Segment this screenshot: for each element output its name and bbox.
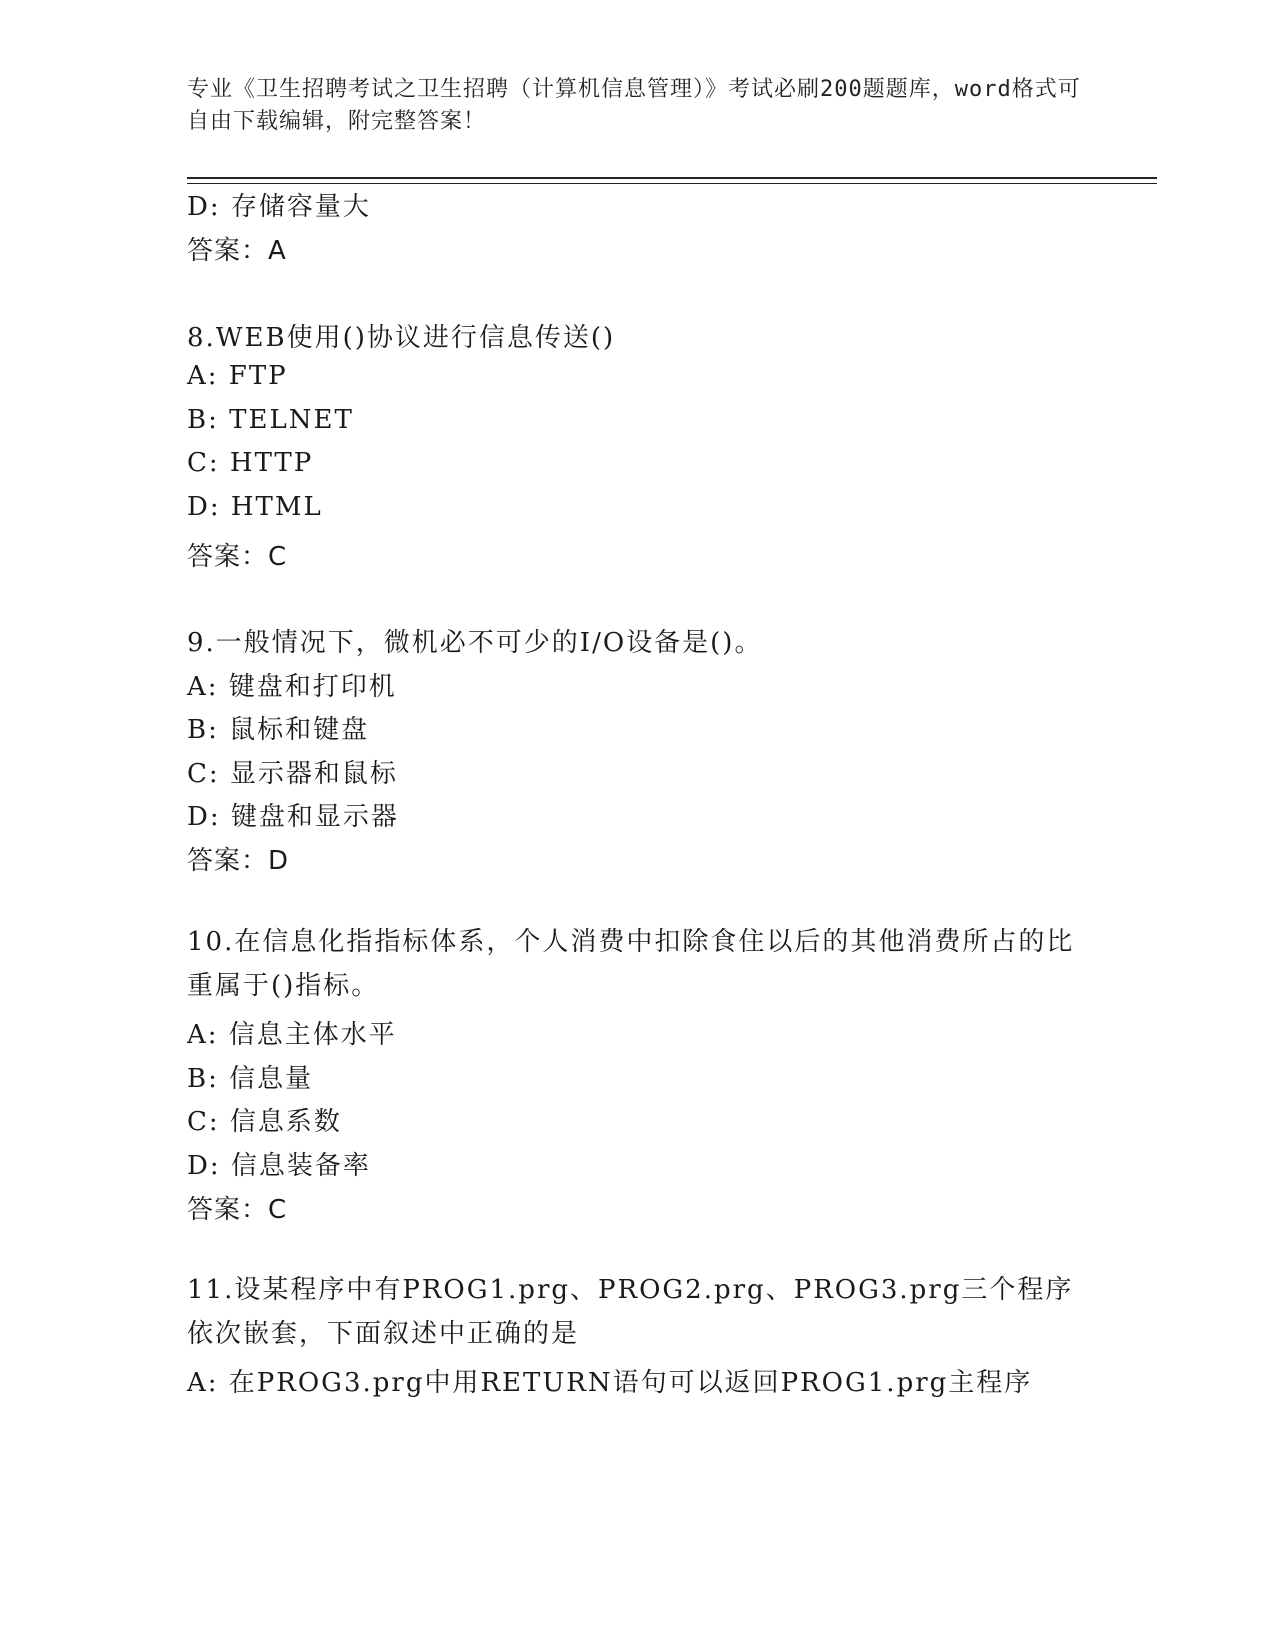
q10-stem: 10.在信息化指指标体系，个人消费中扣除食住以后的其他消费所占的比重属于()指标。 (187, 927, 1075, 1001)
q8-option-d: D: HTML (187, 492, 323, 522)
q9-answer: 答案：D (187, 846, 290, 876)
prev-option-d: D: 存储容量大 (187, 192, 371, 222)
q11-option-a: A: 在PROG3.prg中用RETURN语句可以返回PROG1.prg主程序 (187, 1368, 1033, 1398)
page-header: 专业《卫生招聘考试之卫生招聘（计算机信息管理）》考试必刷200题题库，word格式可自由下载编辑，附完整答案！ (187, 77, 1081, 134)
prev-answer: 答案：A (187, 236, 287, 266)
header-rule-thin (187, 183, 1157, 184)
q9-stem: 9.一般情况下，微机必不可少的I/O设备是()。 (187, 628, 763, 658)
q9-option-b: B: 鼠标和键盘 (187, 715, 370, 745)
q8-option-b: B: TELNET (187, 405, 354, 435)
q10-option-c: C: 信息系数 (187, 1107, 342, 1137)
q9-option-d: D: 键盘和显示器 (187, 802, 399, 832)
q10-option-d: D: 信息装备率 (187, 1151, 371, 1181)
q8-option-c: C: HTTP (187, 448, 314, 478)
q8-answer: 答案：C (187, 542, 288, 572)
header-rule-thick (187, 177, 1157, 179)
q10-option-a: A: 信息主体水平 (187, 1020, 397, 1050)
q11-stem: 11.设某程序中有PROG1.prg、PROG2.prg、PROG3.prg三个程序依次嵌套，下面叙述中正确的是 (187, 1275, 1074, 1349)
q9-option-c: C: 显示器和鼠标 (187, 759, 398, 789)
q10-option-b: B: 信息量 (187, 1064, 314, 1094)
q8-stem: 8.WEB使用()协议进行信息传送() (187, 323, 616, 353)
q9-option-a: A: 键盘和打印机 (187, 672, 397, 702)
q8-option-a: A: FTP (187, 361, 288, 391)
q10-answer: 答案：C (187, 1195, 288, 1225)
